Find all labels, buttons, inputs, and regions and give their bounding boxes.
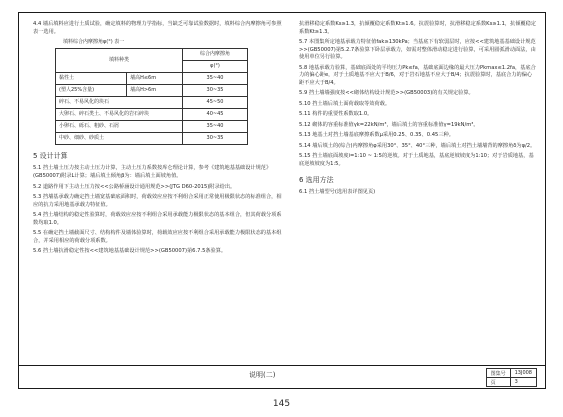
page-label: 页 [486,378,510,387]
table-cell-value: 30~35 [183,133,248,145]
sheet-title: 说明(二) [249,371,276,379]
paragraph-5-9: 5.9 挡土墙墙强度按<<砌体结构设计规范>>(GB50003)的有关规定验算。 [299,90,474,97]
paragraph-5-1: 5.1 挡土墙土压力按主动土压力计算，主动土压力系数按库仑理论计算，参考《建筑地基基础设计规范》(GB50007)附录L计算；墙后填土倾角β为：墙后填土面坡角值。 [33,165,272,179]
table-cell-type: 大卵石、碎石类土、不易风化的岩石碎块 [56,109,183,121]
paragraph-5-13: 5.13 地基土对挡土墙基底摩擦系数μ采用0.25、0.35、0.45三种。 [299,132,454,139]
paragraph-5-5: 5.5 在确定挡土墙截面尺寸、结构构件及墙体验算时，荷载效应应按不利组合采用承载能力极限状态的基本组合，并采用相应的荷载分项系数。 [33,230,282,244]
paragraph-6-1: 6.1 挡土墙型号(选用表详图见页) [299,188,376,195]
table-cell-type: 碎石、不易风化的块石 [56,97,183,109]
paragraph-5-8: 5.8 地基承载力验算，基础底面处的平均压力Pk≤fa，基础底面边缘的最大压力Pkmax≤1.2fa，基底合力的偏心距e，对于土质地基不应大于B/6，对于岩石地基不应大于B/4；抗震验算时，基底合力的偏心距不应大于B/4。 [299,64,536,86]
paragraph-5-7: 5.7 本图集所定地基承载力特征值fak≥130kPa；当基底下有软弱层时，应按<<建筑地基基础设计规范>>(GB50007)第5.2.7条验算下卧层承载力，如需对整体滑动稳定进行验算，可采用圆弧滑动面法，由使用单位另行验算。 [299,39,536,61]
table-cell-type: 小卵石、砾石、粗砂、石屑 [56,121,183,133]
paragraph-5-4: 5.4 挡土墙结构的稳定性验算时，荷载效应应按不利组合采用承载能力极限状态的基本组合，但其荷载分项系数均取1.0。 [33,212,282,226]
table-cell-value: 30~35 [183,85,248,97]
section-heading-5: 5 设计计算 [33,152,68,161]
paragraph-5-2: 5.2 道路作用下主动土压力按<<公路桥涵设计通用规范>>(JTG D60-2015)附录给出。 [33,183,236,190]
sheet-page-number: 3 [510,378,536,387]
atlas-label: 图集号 [486,369,510,378]
paragraph-5-12: 5.12 砌体的容重标准值γk=22kN/m³，墙后填土的容重标准值γ=19kN/m³。 [299,121,479,128]
title-block [19,365,545,388]
table-cell-type: (塑人25%含量) [56,85,127,97]
table-cell-type: 中砂、细砂、砂质土 [56,133,183,145]
book-page-number: 145 [272,399,291,409]
table-cell-value: 35~40 [183,73,248,85]
table-cell-value: 35~40 [183,121,248,133]
table-header-unit: φ(°) [183,61,248,73]
title-block-grid [486,368,537,387]
table-cell-sub: 墙高H≤6m [127,73,183,85]
paragraph-5-14: 5.14 墙后填土的(综合)内摩擦角φ采用30°、35°、40°三种，墙后填土对挡土墙墙背的摩擦角δ为φ/2。 [299,142,536,149]
table-header-angle: 综合内摩擦角 [183,49,248,61]
table-header-fill: 填料种类 [56,49,183,73]
paragraph-5-10: 5.10 挡土墙后填土面荷载取等效荷载。 [299,100,391,107]
paragraph-5-3: 5.3 挡墙基承载力确定挡土墙宽基础底面积时，荷载效应应按不利组合采用正常使用极限状态的标准组合，相应的抗力采用地基承载力特征值。 [33,194,282,208]
section-heading-6: 6 选用方法 [299,175,334,184]
paragraph-4-4: 4.4 墙后填料应进行土质试验，确定填料的物理力学指标，当缺乏可靠试验数据时，填料综合内摩擦角可参照表一选用。 [33,21,282,35]
right-column [299,21,537,199]
table-cell-value: 45~50 [183,97,248,109]
table-caption: 填料综合内摩擦角φ(°) 表一 [63,39,125,46]
table-cell-sub: 墙高H>6m [127,85,183,97]
table-cell-value: 40~45 [183,109,248,121]
drawing-sheet [18,12,546,389]
paragraph-5-11: 5.11 构件的重要性系数取1.0。 [299,111,373,118]
fill-friction-table [55,48,248,145]
paragraph-5-6: 5.6 挡土墙抗滑稳定性按<<建筑地基基础设计规范>>(GB50007)第6.7.5条验算。 [33,248,227,255]
left-column [33,21,283,259]
atlas-number: 13J008 [510,369,536,378]
table-cell-type: 黏性土 [56,73,127,85]
paragraph-5-15: 5.15 挡土墙底面坡度i=1:10 ~ 1:5的逆坡。对于土质地基，基底逆坡坡度为1:10；对于岩质地基，基底逆坡坡度为1:5。 [299,153,534,167]
paragraph-stability-factors: 抗滑移稳定系数Ks≥1.3，抗倾覆稳定系数Kt≥1.6。抗震验算时，抗滑移稳定系数Ks≥1.1，抗倾覆稳定系数Kt≥1.3。 [299,21,536,35]
